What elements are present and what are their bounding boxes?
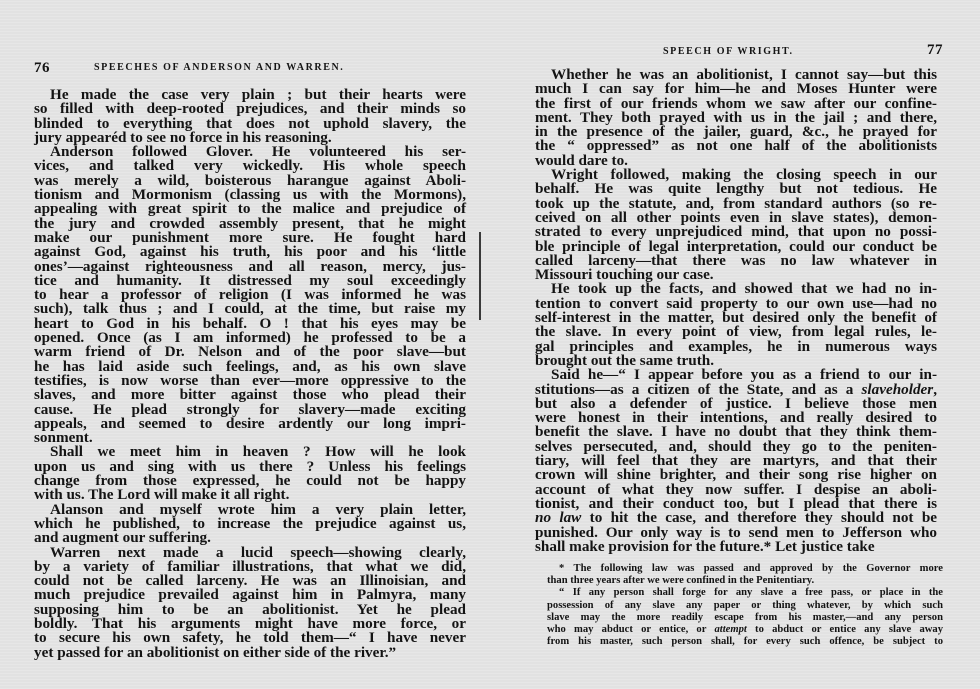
paragraph — [34, 445, 466, 502]
text-line: tiary, will feel that they are martyrs, and that their — [535, 452, 937, 470]
text-line: tention to convert said property to our own use—had no — [535, 294, 937, 312]
paragraph — [34, 145, 466, 445]
text-line: opened. Once (as I am informed) he professed to be a — [34, 329, 466, 347]
text-line: self-interest in the matter, but desired only the benefit of — [535, 309, 937, 327]
text-line: selves persecuted, and, should they go to the peniten- — [535, 437, 937, 455]
text-line: could not be called larceny. He was an Illinoisian, and — [34, 572, 466, 590]
italic-text: attempt — [714, 624, 747, 636]
text-line: boldly. That his arguments might have more force, or — [34, 614, 466, 632]
text-line: behalf. He was quite lengthy but not tedious. He — [535, 180, 937, 198]
text-line: cause. He plead strongly for slavery—made exciting — [34, 400, 466, 418]
text-line: upon us and sing with us there ? Unless his feelings — [34, 457, 466, 475]
text-line: He took up the facts, and showed that we had no in- — [551, 280, 937, 298]
text-line: vices, and talked very wickedly. His whole speech — [34, 157, 466, 175]
running-head-left — [34, 56, 466, 76]
text-line: the first of our friends whom we saw after our confine- — [535, 94, 937, 112]
text-line: Said he—“ I appear before you as a friend to our in- — [551, 366, 937, 384]
text-line: He made the case very plain ; but their hearts were — [50, 86, 466, 103]
text-line: yet passed for an abolitionist on either side of the river.” — [34, 643, 397, 661]
text-line: the jury and crowded assembly present, that he might — [34, 214, 466, 232]
text-line: Anderson followed Glover. He volunteered his ser- — [50, 143, 466, 161]
footnote-line: “ If any person shall forge for any slave a free pass, or place in the — [559, 587, 943, 599]
text-line: change from those expressed, he could not be happy — [34, 472, 466, 490]
text-line: took up the statute, and, from standard authors (so re- — [535, 194, 937, 212]
text-line: Wright followed, making the closing speech in our — [551, 166, 937, 184]
paragraph — [34, 500, 466, 547]
text-line: the slave. In every point of view, from legal rules, le- — [535, 323, 937, 341]
text-line: strated to every unprejudiced mind, that upon no possi- — [535, 223, 937, 241]
text-line: appealing with great spirit to the malice and prejudice of — [34, 200, 466, 218]
text-line: much prejudice prevailed against him in Palmyra, many — [34, 586, 466, 604]
text-line: with us. The Lord will make it all right. — [34, 486, 290, 504]
text-line: supposing him to be an abolitionist. Yet he plead — [34, 600, 466, 618]
italic-text: no law — [535, 509, 582, 527]
text-line: make our punishment more sure. He fought hard — [34, 228, 466, 246]
paragraph — [34, 543, 466, 661]
text-line: testifies, is now worse than ever—more oppressive to the — [34, 371, 466, 389]
text-line: crown will shine brighter, and their song rise higher on — [535, 466, 937, 484]
text-line: blinded to everything that does not uphold slavery, the — [34, 114, 466, 132]
running-head-title: SPEECH OF WRIGHT. — [663, 46, 794, 57]
left-page-body — [34, 88, 466, 660]
text-line: warm friend of Dr. Nelson and of the poor slave—but — [34, 343, 466, 361]
text-line: heart to God in his behalf. O ! that his eyes may be — [34, 314, 466, 332]
text-line: so filled with deep-rooted prejudices, and their minds so — [34, 100, 466, 118]
page-number: 77 — [927, 42, 943, 58]
text-line: tice and humanity. It distressed my soul exceedingly — [34, 271, 466, 289]
footnote-line: from his master, such person shall, for every such offence, be subject to — [547, 636, 943, 648]
text-line: gal principles and examples, he in numerous ways — [535, 337, 937, 355]
text-line: Whether he was an abolitionist, I cannot say—but this — [551, 66, 937, 83]
gutter-mark — [479, 232, 481, 320]
text-line: appeals, and seemed to desire ardently our long impri- — [34, 414, 466, 432]
text-line: which he published, to increase the prejudice against us, — [34, 514, 466, 532]
text-line: Alanson and myself wrote him a very plain letter, — [50, 500, 466, 518]
text-line: to secure his own safety, he told them—“ I have never — [34, 629, 466, 647]
text-line: against God, against his truth, his poor and his ‘little — [34, 243, 466, 261]
footnote-line: who may abduct or entice, or attempt to abduct or entice any slave away — [547, 624, 943, 636]
footnote — [547, 563, 943, 648]
right-page-body — [535, 68, 937, 554]
text-line: tionist, and their conduct too, but I plead that there is — [535, 494, 937, 512]
paragraph — [535, 368, 937, 554]
paragraph — [535, 282, 937, 368]
italic-text: slaveholder — [861, 380, 934, 398]
page-number: 76 — [34, 60, 50, 76]
text-line: ceived on all other points even in slave states), demon- — [535, 208, 937, 226]
text-line: and augment our suffering. — [34, 529, 211, 547]
text-line: ment. They both prayed with us in the jail ; and there, — [535, 108, 937, 126]
text-line: would dare to. — [535, 151, 628, 169]
text-line: brought out the same truth. — [535, 351, 715, 369]
text-line: such), talk thus ; and I could, at the time, but raise my — [34, 300, 466, 318]
text-line: he has laid aside such feelings, and, as his own slave — [34, 357, 466, 375]
text-line: tionism and Mormonism (classing us with the Mormons), — [34, 186, 466, 204]
paragraph — [535, 68, 937, 168]
paragraph — [535, 168, 937, 282]
text-line: Warren next made a lucid speech—showing clearly, — [50, 543, 466, 561]
text-line: stitutions—as a citizen of the State, and as a slaveholder, — [535, 380, 937, 398]
text-line: no law to hit the case, and therefore they should not be — [535, 509, 938, 527]
footnote-line: possession of any slave any paper or thing whatever, by which such — [547, 599, 943, 611]
text-line: by a variety of familiar illustrations, that what we did, — [34, 557, 466, 575]
text-line: ones’—against righteousness and all reason, mercy, jus- — [34, 257, 466, 275]
text-line: shall make provision for the future.* Let justice take — [535, 537, 875, 555]
paragraph — [34, 88, 466, 145]
text-line: to hear a professor of religion (I was informed he was — [34, 286, 466, 304]
text-line: jury appearéd to see no force in his reasoning. — [34, 128, 332, 146]
text-line: ble principle of legal interpretation, could our conduct be — [535, 237, 937, 255]
text-line: Missouri touching our case. — [535, 266, 714, 284]
text-line: benefit the slave. I have no doubt that they think them- — [535, 423, 937, 441]
text-line: were honest in their intentions, and really desired to — [535, 409, 937, 427]
running-head-title: SPEECHES OF ANDERSON AND WARREN. — [94, 62, 345, 73]
text-line: account of what they now suffer. I despise an aboli- — [535, 480, 937, 498]
footnote-line: slave may the more readily escape from his master,—and any person — [547, 611, 943, 623]
text-line: in the presence of the jailer, guard, &c., he prayed for — [535, 123, 937, 141]
text-line: called larceny—that there was no law whatever in — [535, 251, 937, 269]
text-line: much I can say for him—he and Moses Hunter were — [535, 80, 937, 98]
text-line: the “ oppressed” as not one half of the abolitionists — [535, 137, 937, 155]
text-line: punished. Our only way is to send men to Jefferson who — [535, 523, 937, 541]
footnote-line: * The following law was passed and approved by the Governor more — [559, 563, 943, 574]
text-line: but also a defender of justice. I believe those men — [535, 394, 937, 412]
footnote-line: than three years after we were confined in the Penitentiary. — [547, 575, 815, 587]
text-line: Shall we meet him in heaven ? How will he look — [50, 443, 466, 461]
text-line: was merely a wild, boisterous harangue against Aboli- — [34, 171, 466, 189]
text-line: sonment. — [34, 429, 93, 447]
text-line: slaves, and more bitter against those who plead their — [34, 386, 466, 404]
